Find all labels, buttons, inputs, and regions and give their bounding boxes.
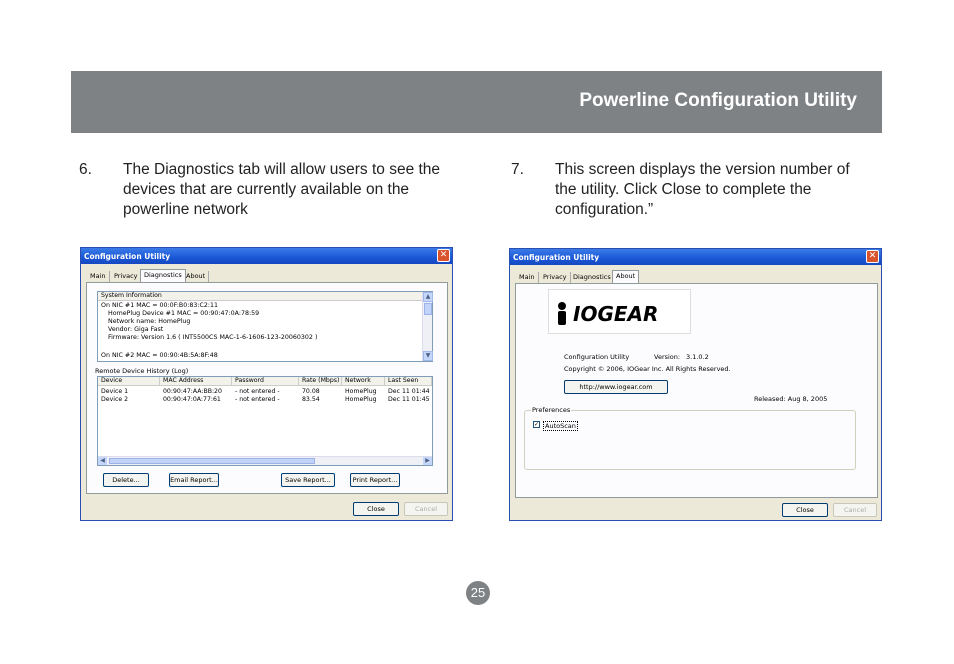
table-cell: 70.08 xyxy=(302,388,320,395)
table-cell: HomePlug xyxy=(345,396,377,403)
copyright-text: Copyright © 2006, IOGear Inc. All Rights Reserved. xyxy=(564,365,731,373)
autoscan-checkbox[interactable]: ✓ xyxy=(534,421,540,428)
window-title: Configuration Utility xyxy=(84,252,171,261)
utility-label: Configuration Utility xyxy=(564,353,630,361)
autoscan-label: AutoScan xyxy=(545,422,576,430)
step-text: The Diagnostics tab will allow users to see the devices that are currently available on the powerline network xyxy=(123,161,441,218)
iogear-logo xyxy=(548,289,691,334)
history-label: Remote Device History (Log) xyxy=(95,367,189,375)
column-header[interactable]: Password xyxy=(232,377,299,386)
table-cell: 00:90:47:AA:BB:20 xyxy=(163,388,222,395)
close-icon[interactable]: ✕ xyxy=(437,249,450,262)
system-info-header: System Information xyxy=(98,292,423,301)
column-header[interactable]: MAC Address xyxy=(160,377,232,386)
table-cell: Device 1 xyxy=(101,388,129,395)
about-window xyxy=(509,248,882,521)
table-cell: HomePlug xyxy=(345,388,377,395)
window-title: Configuration Utility xyxy=(513,253,600,262)
system-info-line: On NIC #1 MAC = 00:0F:B0:83:C2:11 xyxy=(101,302,219,309)
save-report-button[interactable]: Save Report... xyxy=(281,473,335,487)
step-number: 6. xyxy=(79,161,92,178)
tab-privacy[interactable]: Privacy xyxy=(540,272,571,283)
email-report-button[interactable]: Email Report... xyxy=(169,473,219,487)
window-titlebar xyxy=(510,249,881,265)
column-header[interactable]: Network xyxy=(342,377,385,386)
tab-main[interactable]: Main xyxy=(516,272,539,283)
diagnostics-window xyxy=(80,247,453,521)
table-cell: Device 2 xyxy=(101,396,129,403)
release-date: Released: Aug 8, 2005 xyxy=(754,395,828,403)
tab-privacy[interactable]: Privacy xyxy=(111,271,142,282)
system-info-line: Vendor: Giga Fast xyxy=(108,326,164,333)
tab-diagnostics[interactable]: Diagnostics xyxy=(140,269,186,282)
scroll-right-icon[interactable]: ▶ xyxy=(423,457,432,465)
system-info-line: Network name: HomePlug xyxy=(108,318,191,325)
version-value: 3.1.0.2 xyxy=(686,353,709,361)
table-cell: Dec 11 01:45 xyxy=(388,396,430,403)
scroll-down-icon[interactable]: ▼ xyxy=(423,351,433,361)
step-number: 7. xyxy=(511,161,524,178)
system-info-box[interactable] xyxy=(97,291,433,362)
close-button[interactable]: Close xyxy=(782,503,828,517)
cancel-button[interactable]: Cancel xyxy=(833,503,877,517)
scroll-up-icon[interactable]: ▲ xyxy=(423,292,433,302)
step-text: This screen displays the version number of the utility. Click Close to complete the configuration.” xyxy=(555,161,850,218)
tab-about[interactable]: About xyxy=(612,270,639,283)
system-info-line: HomePlug Device #1 MAC = 00:90:47:0A:78:59 xyxy=(108,310,260,317)
version-label: Version: xyxy=(654,353,681,361)
column-header[interactable]: Last Seen xyxy=(385,377,432,386)
tab-about[interactable]: About xyxy=(183,271,209,282)
cancel-button[interactable]: Cancel xyxy=(404,502,448,516)
tab-diagnostics[interactable]: Diagnostics xyxy=(570,272,615,283)
delete-button[interactable]: Delete... xyxy=(103,473,149,487)
table-cell: - not entered - xyxy=(235,388,280,395)
table-cell: 83.54 xyxy=(302,396,320,403)
website-link-button[interactable]: http://www.iogear.com xyxy=(564,380,668,394)
vertical-scrollbar[interactable] xyxy=(422,292,432,361)
scroll-thumb[interactable] xyxy=(109,458,315,464)
preferences-group xyxy=(524,406,856,470)
table-cell: 00:90:47:0A:77:61 xyxy=(163,396,221,403)
column-header[interactable]: Device xyxy=(98,377,160,386)
diagnostics-panel xyxy=(86,282,448,494)
scroll-left-icon[interactable]: ◀ xyxy=(98,457,107,465)
close-icon[interactable]: ✕ xyxy=(866,250,879,263)
column-header[interactable]: Rate (Mbps) xyxy=(299,377,342,386)
horizontal-scrollbar[interactable] xyxy=(98,456,432,465)
table-cell: - not entered - xyxy=(235,396,280,403)
close-button[interactable]: Close xyxy=(353,502,399,516)
scroll-thumb[interactable] xyxy=(424,303,432,315)
page-number: 25 xyxy=(466,581,490,605)
preferences-label: Preferences xyxy=(532,406,571,414)
logo-text: IOGEAR xyxy=(573,302,659,326)
page-title: Powerline Configuration Utility xyxy=(579,90,857,111)
system-info-line: Firmware: Version 1.6 ( INT5500CS MAC-1-6-1606-123-20060302 ) xyxy=(108,334,318,341)
table-cell: Dec 11 01:44 xyxy=(388,388,430,395)
device-history-table[interactable] xyxy=(97,376,433,466)
system-info-line: On NIC #2 MAC = 00:90:4B:5A:8F:48 xyxy=(101,352,218,359)
window-titlebar xyxy=(81,248,452,264)
print-report-button[interactable]: Print Report... xyxy=(350,473,400,487)
about-panel xyxy=(515,283,878,498)
tab-main[interactable]: Main xyxy=(87,271,110,282)
header-band xyxy=(71,71,882,133)
